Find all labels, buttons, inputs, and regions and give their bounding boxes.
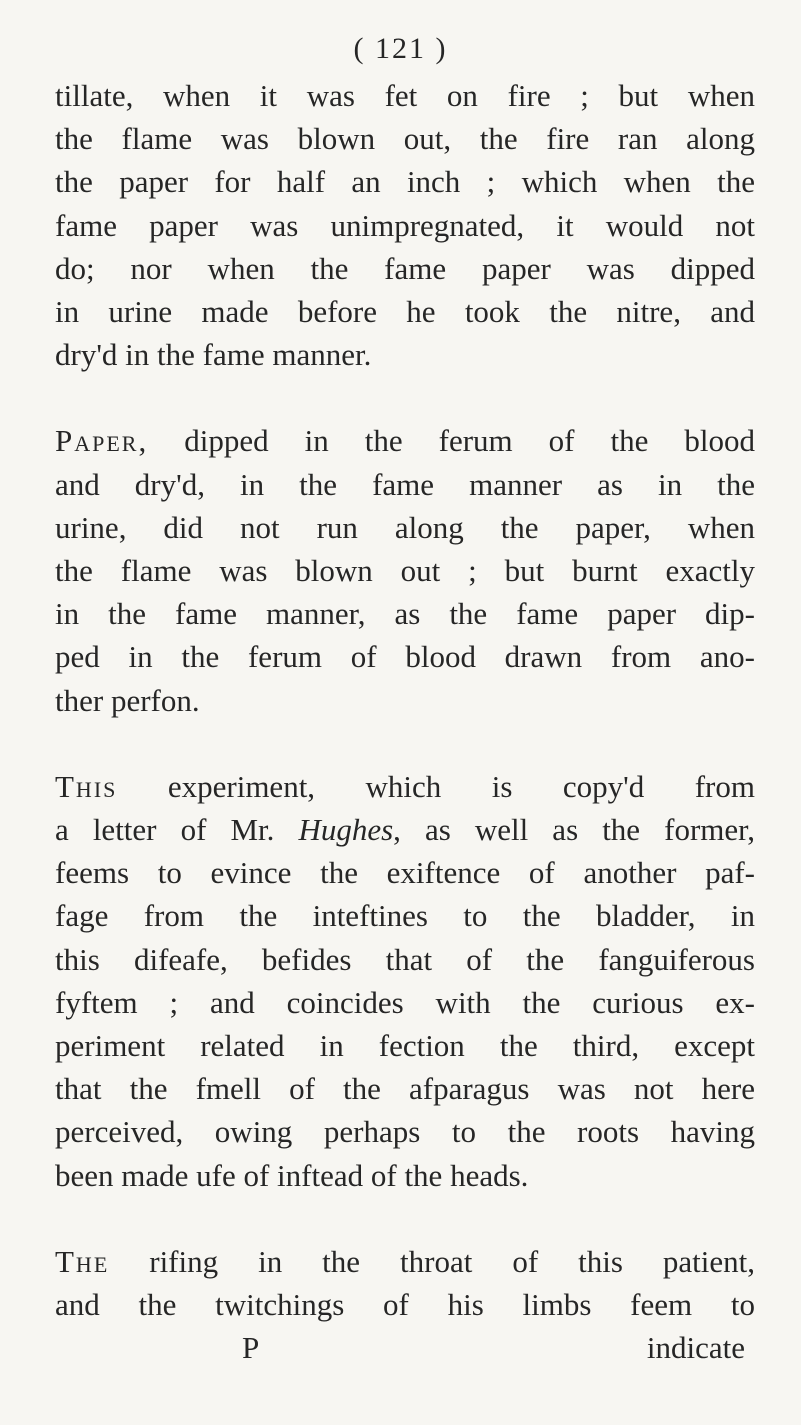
text-line: ped in the ferum of blood drawn from ano- (55, 639, 755, 675)
text-line: periment related in fection the third, except (55, 1028, 755, 1064)
text-line: in the fame manner, as the fame paper dip- (55, 596, 755, 632)
text-run: rifing in the throat of this patient, (109, 1243, 755, 1279)
text-line: this difeafe, befides that of the fanguiferous (55, 941, 755, 977)
text-line: fyftem ; and coincides with the curious ex- (55, 984, 755, 1020)
text-run: experiment, which is copy'd from (117, 768, 755, 804)
text-line: ther perfon. (55, 682, 200, 718)
text-line: and dry'd, in the fame manner as in the (55, 466, 755, 502)
text-line: feems to evince the exiftence of another paf- (55, 855, 755, 891)
paragraph-4 (55, 1240, 755, 1326)
catchword: indicate (646, 1330, 745, 1366)
text-line: do; nor when the fame paper was dipped (55, 250, 755, 286)
text-line: fame paper was unimpregnated, it would not (55, 207, 755, 243)
text-line: the paper for half an inch ; which when the (55, 164, 755, 200)
signature-mark: P (242, 1330, 260, 1366)
paragraph-3 (55, 765, 755, 1197)
text-line: fage from the inteftines to the bladder, in (55, 898, 755, 934)
text-run: dipped in the ferum of the blood (148, 423, 755, 459)
paragraph-lead: This (55, 768, 118, 804)
text-line: dry'd in the fame manner. (55, 337, 372, 373)
paragraph-lead: Paper, (55, 423, 149, 459)
text-run: a letter of Mr. (55, 812, 299, 848)
text-line (55, 1240, 755, 1283)
page-number: ( 121 ) (353, 32, 448, 65)
text-line: the flame was blown out, the fire ran along (55, 121, 755, 157)
text-run: , as well as the former, (393, 812, 755, 848)
text-line: that the fmell of the afparagus was not here (55, 1071, 755, 1107)
text-line (55, 808, 755, 851)
body-text (55, 74, 755, 1369)
paragraph-lead: The (55, 1243, 110, 1279)
text-line (55, 419, 755, 462)
text-line (55, 765, 755, 808)
text-line: been made ufe of inftead of the heads. (55, 1157, 529, 1193)
page-footer (55, 1326, 755, 1369)
text-line: tillate, when it was fet on fire ; but when (55, 78, 755, 113)
text-line: urine, did not run along the paper, when (55, 509, 755, 545)
text-line: perceived, owing perhaps to the roots having (55, 1114, 755, 1150)
text-line: in urine made before he took the nitre, and (55, 294, 755, 330)
paragraph-2 (55, 419, 755, 721)
paragraph-1 (55, 74, 755, 376)
text-line: and the twitchings of his limbs feem to (55, 1287, 755, 1323)
text-line: the flame was blown out ; but burnt exactly (55, 553, 755, 589)
italic-name: Hughes (298, 812, 394, 848)
